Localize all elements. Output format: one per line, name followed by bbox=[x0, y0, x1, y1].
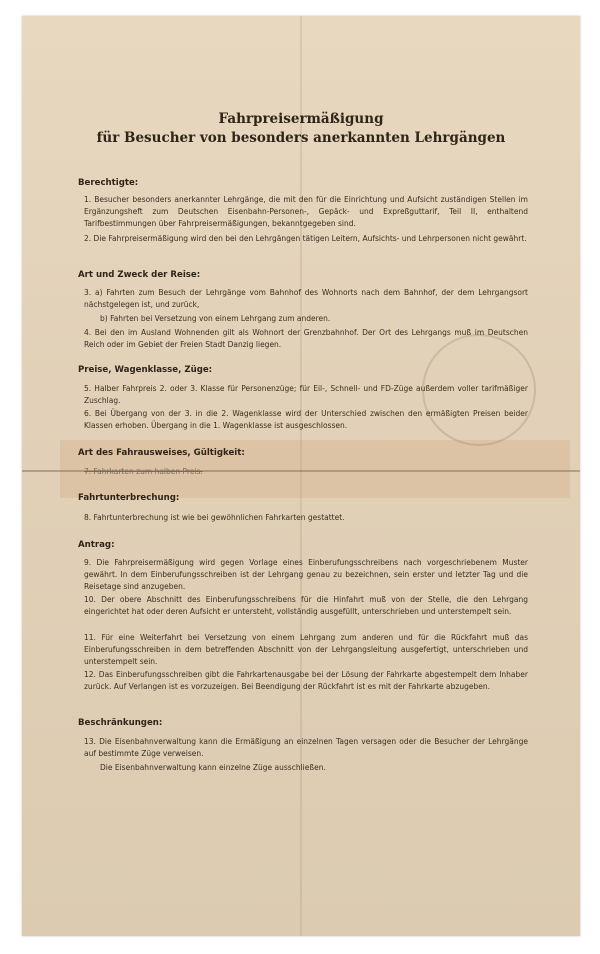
item-1: 1. Besucher besonders anerkannter Lehrgänge, die mit den für die Einrichtung und Aufsicht zuständigen Stellen im Ergänzungsheft zum Deutschen Eisenbahn-Personen-, Gepäck- und Expreßguttarif, Teil II, enthaltend Tarifbestimmungen über Fahrpreisermäßigungen, bekanntgegeben sind. bbox=[84, 195, 528, 228]
heading-antrag: Antrag: bbox=[78, 540, 115, 550]
item-12: 12. Das Einberufungsschreiben gibt die Fahrkartenausgabe bei der Lösung der Fahrkarte abgestempelt dem Inhaber zurück. Auf Verlangen ist es vorzuzeigen. Bei Beendigung der Rückfahrt ist es mit der Fahrkarte abzugeben. bbox=[84, 670, 528, 691]
heading-preise: Preise, Wagenklasse, Züge: bbox=[78, 365, 213, 375]
item-3b: b) Fahrten bei Versetzung von einem Lehrgang zum anderen. bbox=[100, 314, 331, 323]
heading-berechtigte: Berechtigte: bbox=[78, 178, 139, 188]
item-10: 10. Der obere Abschnitt des Einberufungsschreibens für die Hinfahrt muß von der Stelle, die den Lehrgang eingerichtet hat oder deren Aufsicht er untersteht, vollständig ausgefüllt, unterschrieben und unterstempelt sein. bbox=[84, 595, 528, 616]
heading-art-zweck: Art und Zweck der Reise: bbox=[78, 270, 201, 280]
item-7: 7. Fahrkarten zum halben Preis. bbox=[84, 467, 203, 476]
item-3a: 3. a) Fahrten zum Besuch der Lehrgänge vom Bahnhof des Wohnorts nach dem Bahnhof, der dem Lehrgangsort nächstgelegen ist, und zurück, bbox=[84, 288, 528, 309]
item-8: 8. Fahrtunterbrechung ist wie bei gewöhnlichen Fahrkarten gestattet. bbox=[84, 513, 345, 522]
document-title-line2: für Besucher von besonders anerkannten Lehrgängen bbox=[96, 130, 506, 146]
item-9: 9. Die Fahrpreisermäßigung wird gegen Vorlage eines Einberufungsschreibens nach vorgeschriebenem Muster gewährt. In dem Einberufungsschreiben ist der Lehrgang genau zu bezeichnen, sein erster und letzter Tag und die Reisetage sind anzugeben. bbox=[84, 558, 528, 591]
item-13b: Die Eisenbahnverwaltung kann einzelne Züge ausschließen. bbox=[100, 763, 326, 772]
item-6: 6. Bei Übergang von der 3. in die 2. Wagenklasse wird der Unterschied zwischen den ermäßigten Preisen beider Klassen erhoben. Übergang in die 1. Wagenklasse ist ausgeschlossen. bbox=[84, 409, 528, 430]
item-11: 11. Für eine Weiterfahrt bei Versetzung von einem Lehrgang zum anderen und für die Rückfahrt muß das Einberufungsschreiben in dem betreffenden Abschnitt von der Lehrgangsleitung ausgefertigt, unterschrieben und unterstempelt sein. bbox=[84, 633, 528, 666]
document-title-line1: Fahrpreisermäßigung bbox=[218, 111, 384, 127]
heading-beschraenkungen: Beschränkungen: bbox=[78, 718, 163, 728]
heading-fahrtunterbrechung: Fahrtunterbrechung: bbox=[78, 493, 180, 503]
item-4: 4. Bei den im Ausland Wohnenden gilt als Wohnort der Grenzbahnhof. Der Ort des Lehrgangs muß im Deutschen Reich oder im Gebiet der Freien Stadt Danzig liegen. bbox=[84, 328, 528, 349]
item-5: 5. Halber Fahrpreis 2. oder 3. Klasse für Personenzüge; für Eil-, Schnell- und FD-Züge außerdem voller tarifmäßiger Zuschlag. bbox=[84, 384, 528, 405]
item-2: 2. Die Fahrpreisermäßigung wird den bei den Lehrgängen tätigen Leitern, Aufsichts- und Lehrpersonen nicht gewährt. bbox=[84, 234, 527, 243]
item-13: 13. Die Eisenbahnverwaltung kann die Ermäßigung an einzelnen Tagen versagen oder die Besucher der Lehrgänge auf bestimmte Züge verweisen. bbox=[84, 737, 528, 758]
heading-art-fahrausweises: Art des Fahrausweises, Gültigkeit: bbox=[78, 448, 245, 458]
